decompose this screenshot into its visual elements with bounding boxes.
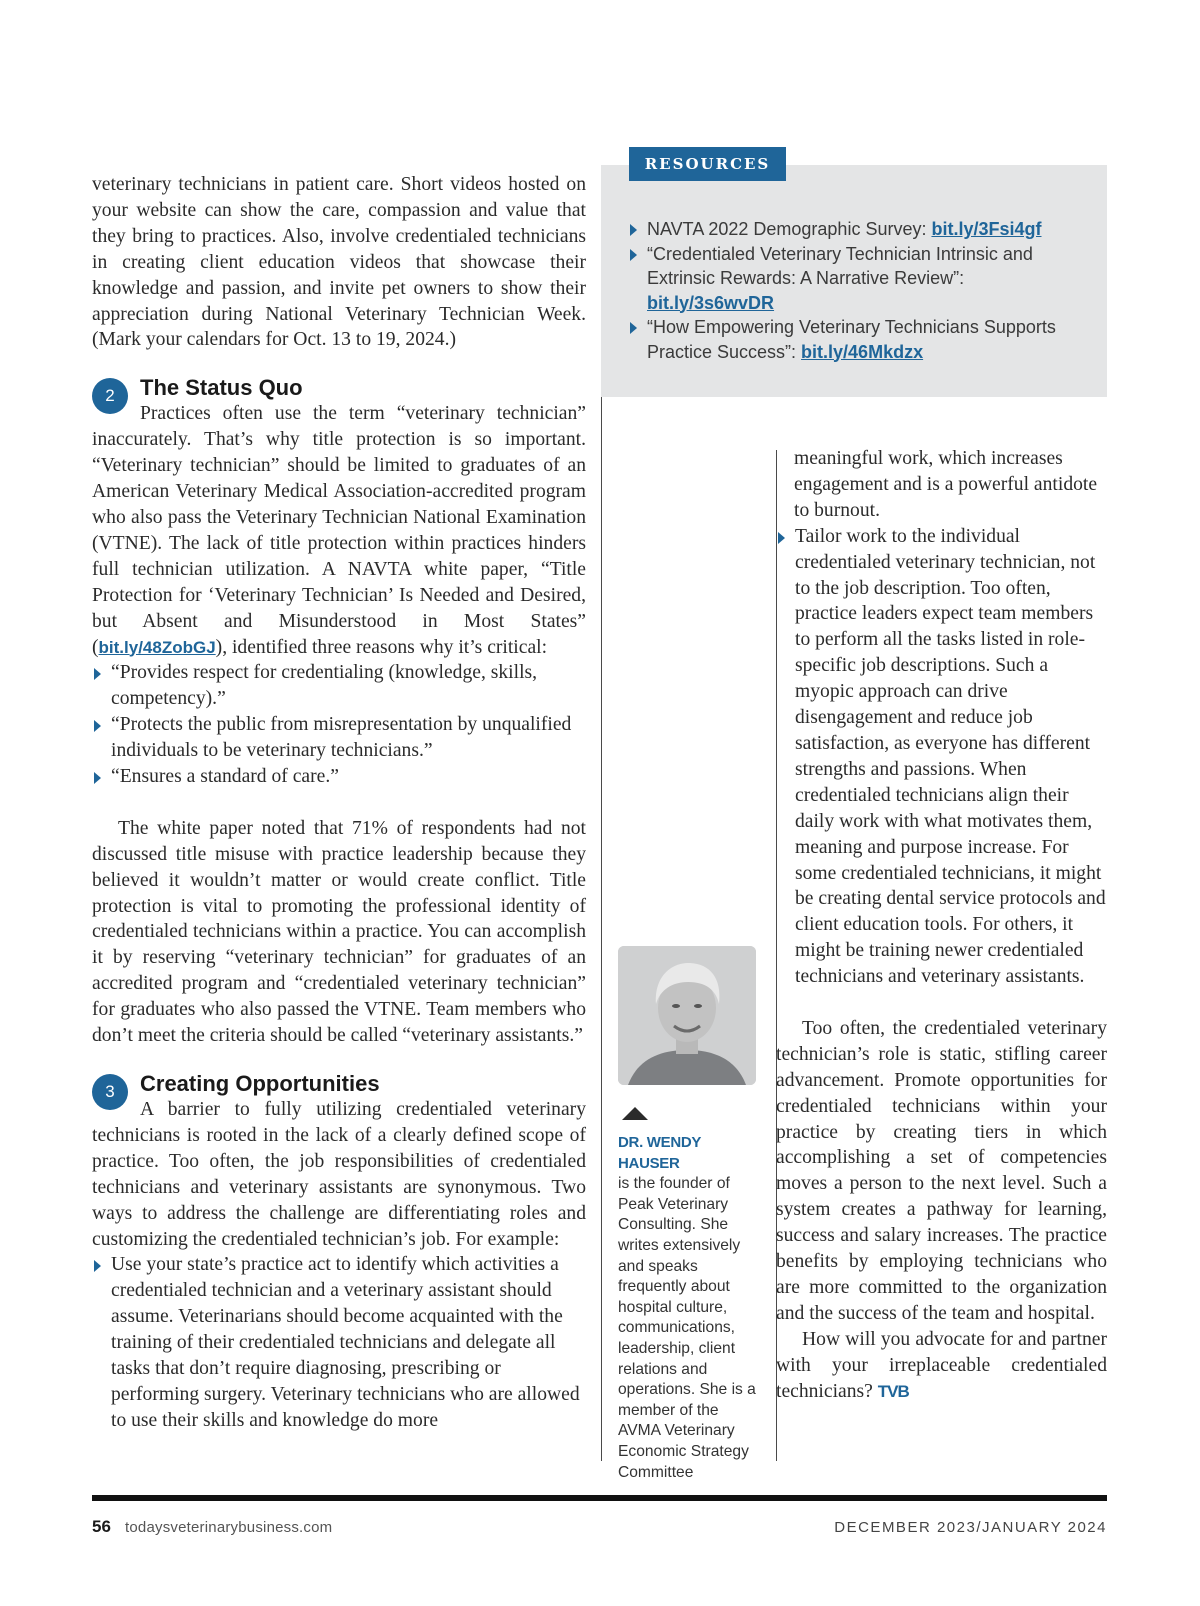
author-bio-text: is the founder of Peak Veterinary Consulting. She writes extensively and speaks frequently about hospital culture, communications, leadership, client relations and operations. She is a member of the AVMA Veterinary Economic Strategy Committee [618, 1175, 756, 1481]
caret-up-icon [622, 1107, 648, 1120]
bullet-arrow-icon [630, 224, 637, 236]
resources-list [630, 217, 1060, 364]
author-bio [618, 1133, 758, 1483]
right-column [776, 446, 1107, 1405]
section-3-header [92, 1070, 586, 1101]
tvb-end-mark: TVB [877, 1381, 909, 1401]
list-item: “Protects the public from misrepresentation by unqualified individuals to be veterinary technicians.” [92, 712, 586, 764]
bullet-arrow-icon [778, 532, 785, 544]
bullet-arrow-icon [94, 1260, 101, 1272]
author-portrait-image [618, 946, 756, 1085]
footer-rule [92, 1495, 1107, 1501]
bullet-arrow-icon [94, 720, 101, 732]
column-divider [601, 397, 602, 1461]
status-quo-text-a: Practices often use the term “veterinary technician” inaccurately. That’s why title protection is so important. “Veterinary technician” should be limited to graduates of an American Veterinary Medical Association-accredited program who also pass the Veterinary Technician National Examination (VTNE). The lack of title protection within practices hinders full technician utilization. A NAVTA white paper, “Title Protection for ‘Veterinary Technician’ Is Needed and Desired, but Absent and Misunderstood in Most States” ( [92, 403, 586, 658]
examples-list-continued [776, 524, 1107, 990]
page-number: 56 [92, 1517, 111, 1536]
list-item: “How Empowering Veterinary Technicians Supports Practice Success”: bit.ly/46Mkdzx [630, 315, 1060, 364]
author-name: DR. WENDY HAUSER [618, 1134, 701, 1172]
resources-tab-label: RESOURCES [629, 147, 786, 181]
issue-date: DECEMBER 2023/JANUARY 2024 [834, 1519, 1107, 1536]
bullet-arrow-icon [94, 668, 101, 680]
section-2-header [92, 375, 586, 406]
intro-paragraph: veterinary technicians in patient care. Short videos hosted on your website can show the care, compassion and value that they bring to practices. Also, involve credentialed technicians in creating client education videos that showcase their knowledge and passion, and invite pet owners to show their appreciation during National Veterinary Technician Week. (Mark your calendars for Oct. 13 to 19, 2024.) [92, 174, 586, 351]
reasons-list [92, 660, 586, 790]
list-item: Tailor work to the individual credentialed veterinary technician, not to the job description. Too often, practice leaders expect team members to perform all the tasks listed in role-specific job descriptions. Such a myopic approach can drive disengagement and reduce job satisfaction, as everyone has different strengths and passions. When credentialed technicians align their daily work with what motivates them, meaning and purpose increase. For some credentialed technicians, it might be creating dental service protocols and client education tools. For others, it might be training newer credentialed technicians and veterinary assistants. [776, 524, 1107, 990]
author-photo [618, 946, 756, 1085]
list-item: “Ensures a standard of care.” [92, 764, 586, 790]
resource-link[interactable]: bit.ly/3Fsi4gf [931, 219, 1042, 239]
section-number-badge: 3 [92, 1074, 128, 1110]
bullet-continuation: meaningful work, which increases engagement and is a powerful antidote to burnout. [794, 448, 1098, 521]
creating-opportunities-paragraph: A barrier to fully utilizing credentialed veterinary technicians is rooted in the lack of a clearly defined scope of practice. Too often, the job responsibilities of credentialed technicians and veterinary assistants are synonymous. Two ways to address the challenge are differentiating roles and customizing the credentialed technician’s job. For example: [92, 1098, 586, 1250]
section-3-title: Creating Opportunities [140, 1070, 380, 1096]
list-item: “Credentialed Veterinary Technician Intrinsic and Extrinsic Rewards: A Narrative Review”: bit.ly/3s6wvDR [630, 242, 1060, 316]
white-paper-paragraph: The white paper noted that 71% of respondents had not discussed title misuse with practice leadership because they believed it wouldn’t matter or would create conflict. Title protection is vital to promoting the professional identity of credentialed technicians within a practice. You can accomplish it by reserving “veterinary technician” for graduates of an accredited program and “credentialed veterinary technician” for graduates who also passed the VTNE. Team members who don’t meet the criteria should be called “veterinary assistants.” [92, 817, 586, 1047]
site-url[interactable]: todaysveterinarybusiness.com [125, 1519, 333, 1536]
examples-list [92, 1252, 586, 1433]
closing-paragraph: How will you advocate for and partner with your irreplaceable credentialed technicians? TVB [776, 1328, 1107, 1402]
resource-link[interactable]: bit.ly/46Mkdzx [801, 341, 924, 362]
bullet-arrow-icon [94, 772, 101, 784]
list-item: “Provides respect for credentialing (knowledge, skills, competency).” [92, 660, 586, 712]
title-protection-link[interactable]: bit.ly/48ZobGJ [98, 637, 216, 657]
list-item: Use your state’s practice act to identify which activities a credentialed technician and a veterinary assistant should assume. Veterinarians should become acquainted with the training of their credentialed technicians and delegate all tasks that don’t require diagnosing, prescribing or performing surgery. Veterinary technicians who are allowed to use their skills and knowledge do more [92, 1252, 586, 1433]
bullet-arrow-icon [630, 249, 637, 261]
list-item: NAVTA 2022 Demographic Survey: bit.ly/3Fsi4gf [630, 217, 1060, 242]
left-column [92, 172, 586, 1434]
section-2-title: The Status Quo [140, 375, 303, 401]
bullet-arrow-icon [630, 322, 637, 334]
career-paragraph: Too often, the credentialed veterinary technician’s role is static, stifling career advancement. Promote opportunities for credentialed technicians within your practice by creating tiers in which accomplishing a set of competencies moves a person to the next level. Such a system creates a pathway for learning, success and salary increases. The practice benefits by employing technicians who are more committed to the organization and the success of the team and hospital. [776, 1017, 1107, 1324]
section-number-badge: 2 [92, 378, 128, 414]
status-quo-text-b: ), identified three reasons why it’s critical: [215, 636, 548, 658]
status-quo-paragraph [92, 401, 586, 660]
resource-link[interactable]: bit.ly/3s6wvDR [647, 292, 775, 313]
